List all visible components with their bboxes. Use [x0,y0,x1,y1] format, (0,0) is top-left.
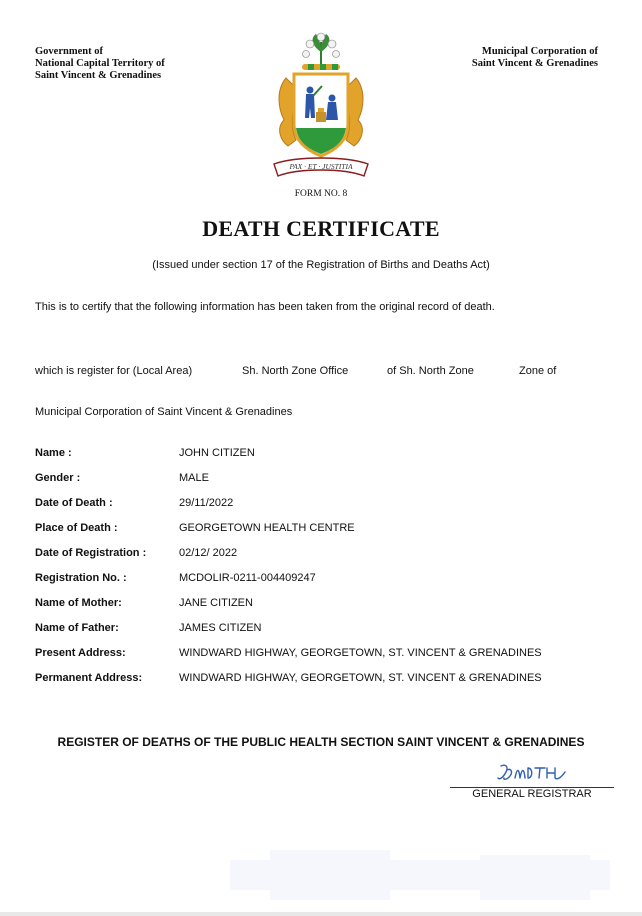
detail-value: MALE [179,472,209,484]
detail-row-permanent-address [35,672,635,697]
detail-row-date-of-death [35,497,635,522]
detail-row-present-address [35,647,635,672]
detail-value: JAMES CITIZEN [179,622,262,634]
detail-row-gender [35,472,635,497]
detail-value: WINDWARD HIGHWAY, GEORGETOWN, ST. VINCENT & GRENADINES [179,647,542,659]
registration-suffix: Zone of [519,365,557,377]
detail-value: GEORGETOWN HEALTH CENTRE [179,522,355,534]
detail-row-date-of-registration [35,547,635,572]
detail-label: Present Address: [35,647,126,659]
page-bottom-edge [0,912,642,916]
header-left-authority [35,46,165,82]
detail-label: Permanent Address: [35,672,143,684]
detail-row-registration-no [35,572,635,597]
detail-value: JOHN CITIZEN [179,447,255,459]
certify-statement: This is to certify that the following information has been taken from the original record of death. [35,301,495,313]
detail-label: Name of Father: [35,622,119,634]
register-footer-title: REGISTER OF DEATHS OF THE PUBLIC HEALTH SECTION SAINT VINCENT & GRENADINES [57,735,585,749]
crest-cotton-icon [303,33,340,66]
detail-row-father [35,622,635,647]
header-left-line-2: National Capital Territory of [35,58,165,69]
detail-label: Gender : [35,472,81,484]
coat-of-arms-icon [266,28,376,178]
watermark-pattern-icon [230,850,610,900]
header-right-authority [472,46,598,70]
document-title: DEATH CERTIFICATE [202,216,440,241]
header-right-line-2: Saint Vincent & Grenadines [471,58,598,69]
municipal-line: Municipal Corporation of Saint Vincent & Grenadines [35,406,293,418]
document-subtitle: (Issued under section 17 of the Registration of Births and Deaths Act) [152,259,490,271]
detail-row-place-of-death [35,522,635,547]
header-left-line-1: Government of [35,46,103,57]
registration-office: Sh. North Zone Office [242,365,349,377]
detail-row-name [35,447,635,472]
detail-value: WINDWARD HIGHWAY, GEORGETOWN, ST. VINCENT & GRENADINES [179,672,542,684]
detail-row-mother [35,597,635,622]
detail-label: Place of Death : [35,522,118,534]
crest-motto-text: PAX · ET · JUSTITIA [289,162,353,171]
registration-line [35,365,635,379]
header-right-line-1: Municipal Corporation of [481,46,598,57]
header-left-line-3: Saint Vincent & Grenadines [35,70,162,81]
form-number: FORM NO. 8 [294,189,348,199]
detail-label: Registration No. : [35,572,127,584]
registration-zone: of Sh. North Zone [387,365,474,377]
detail-value: 02/12/ 2022 [179,547,238,559]
detail-label: Date of Death : [35,497,113,509]
detail-label: Name of Mother: [35,597,122,609]
registration-prefix: which is register for (Local Area) [35,365,193,377]
general-registrar-label: GENERAL REGISTRAR [472,788,592,800]
detail-label: Date of Registration : [35,547,147,559]
detail-value: 29/11/2022 [179,497,234,509]
detail-label: Name : [35,447,72,459]
detail-value: MCDOLIR-0211-004409247 [179,572,316,584]
detail-value: JANE CITIZEN [179,597,253,609]
details-list [35,447,635,697]
signature-icon [495,760,567,786]
